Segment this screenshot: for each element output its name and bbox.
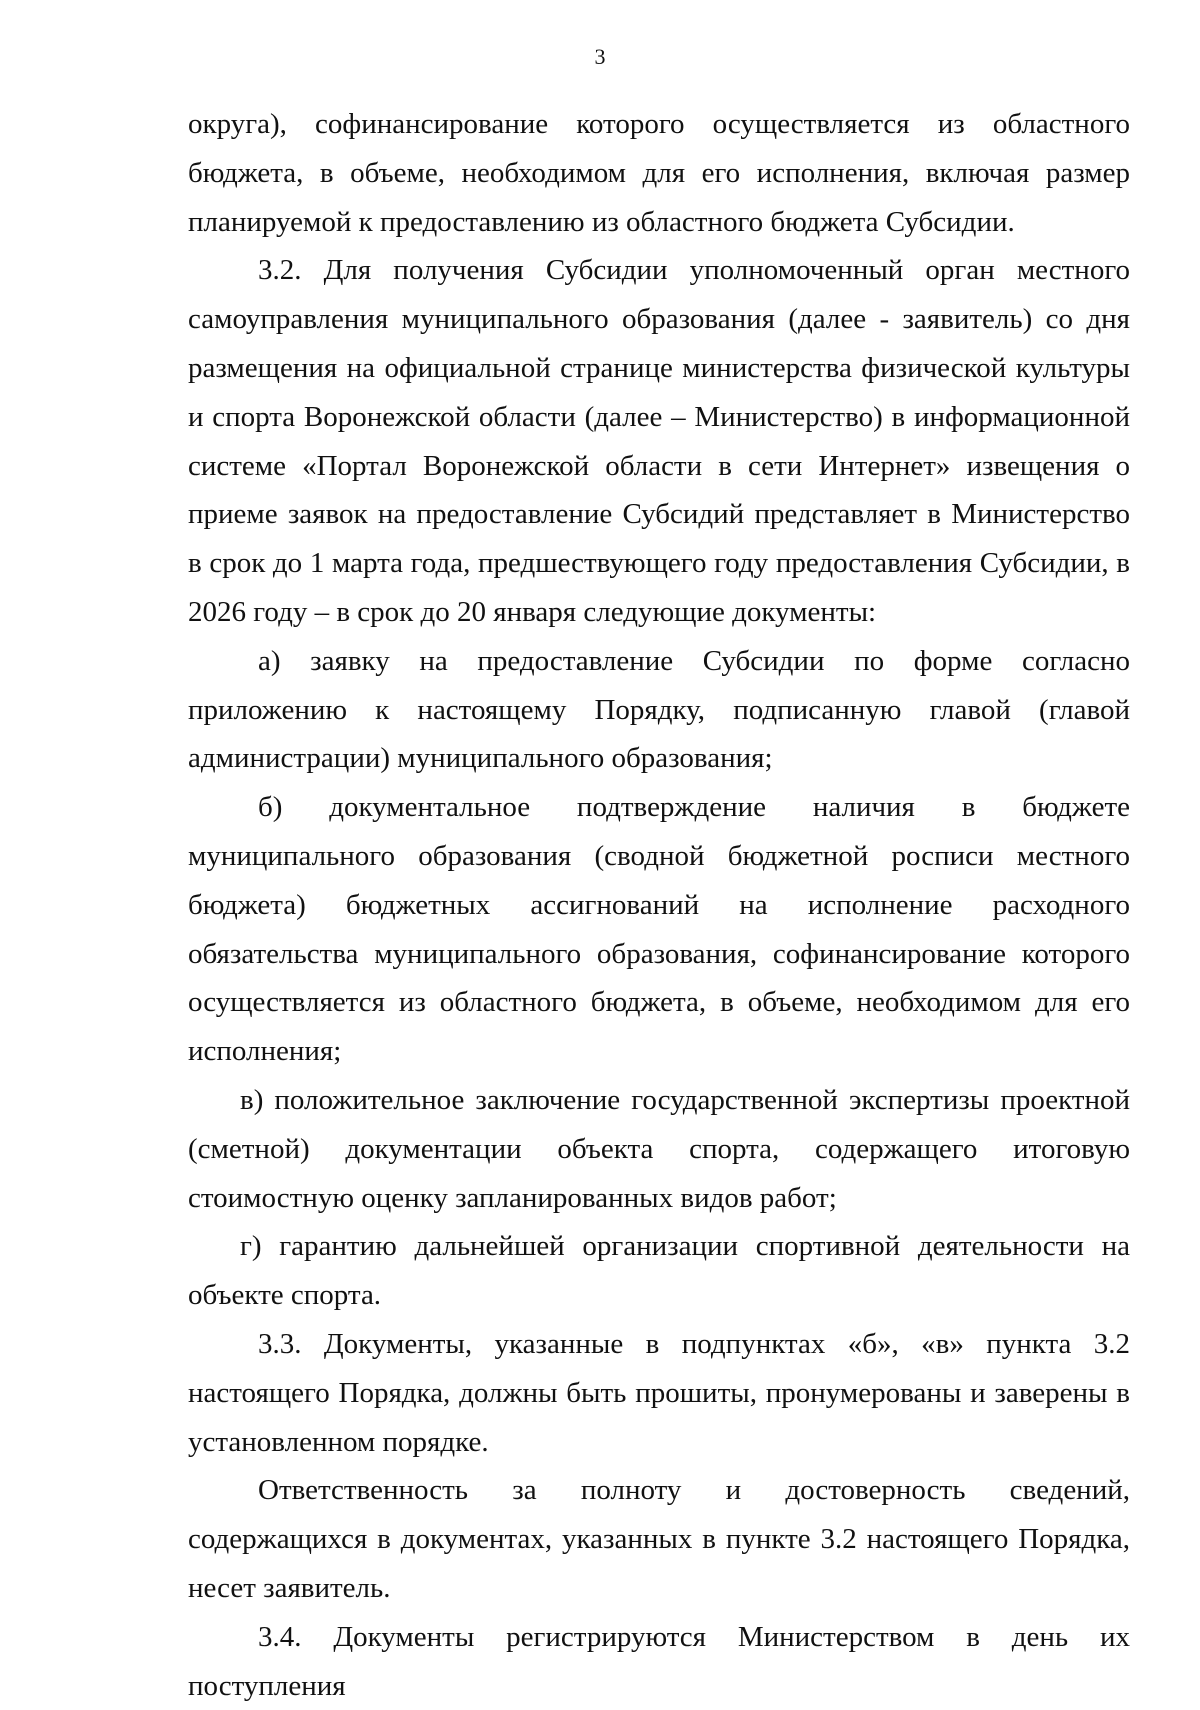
list-item-g: г) гарантию дальнейшей организации спортивной деятельности на объекте спорта.	[188, 1230, 1130, 1312]
paragraph-3-3: 3.3. Документы, указанные в подпунктах «б», «в» пункта 3.2 настоящего Порядка, должны быть прошиты, пронумерованы и заверены в установленном порядке.	[188, 1327, 1130, 1458]
list-item-a: а) заявку на предоставление Субсидии по форме согласно приложению к настоящему Порядку, подписанную главой (главой администрации) муниципального образования;	[188, 644, 1130, 775]
paragraph-3-4: 3.4. Документы регистрируются Министерством в день их поступления	[188, 1620, 1130, 1702]
list-item-v: в) положительное заключение государственной экспертизы проектной (сметной) документации объекта спорта, содержащего итоговую стоимостную оценку запланированных видов работ;	[188, 1083, 1130, 1214]
paragraph-responsibility: Ответственность за полноту и достоверность сведений, содержащихся в документах, указанных в пункте 3.2 настоящего Порядка, несет заявитель.	[188, 1474, 1130, 1604]
page-number: 3	[594, 44, 606, 69]
paragraph-3-2: 3.2. Для получения Субсидии уполномоченный орган местного самоуправления муниципального образования (далее - заявитель) со дня размещения на официальной странице министерства физической культуры и спорта Воронежской области (далее – Министерство) в информационной системе «Портал Воронежской области в сети Интернет» извещения о приеме заявок на предоставление Субсидий представляет в Министерство в срок до 1 марта года, предшествующего году предоставления Субсидии, в 2026 году – в срок до 20 января следующие документы:	[188, 254, 1130, 628]
paragraph-okruga-continuation: округа), софинансирование которого осуществляется из областного бюджета, в объеме, необходимом для его исполнения, включая размер планируемой к предоставлению из областного бюджета Субсидии.	[188, 108, 1130, 238]
document-body	[188, 100, 1130, 1710]
list-item-b: б) документальное подтверждение наличия в бюджете муниципального образования (сводной бюджетной росписи местного бюджета) бюджетных ассигнований на исполнение расходного обязательства муниципального образования, софинансирование которого осуществляется из областного бюджета, в объеме, необходимом для его исполнения;	[188, 791, 1130, 1068]
